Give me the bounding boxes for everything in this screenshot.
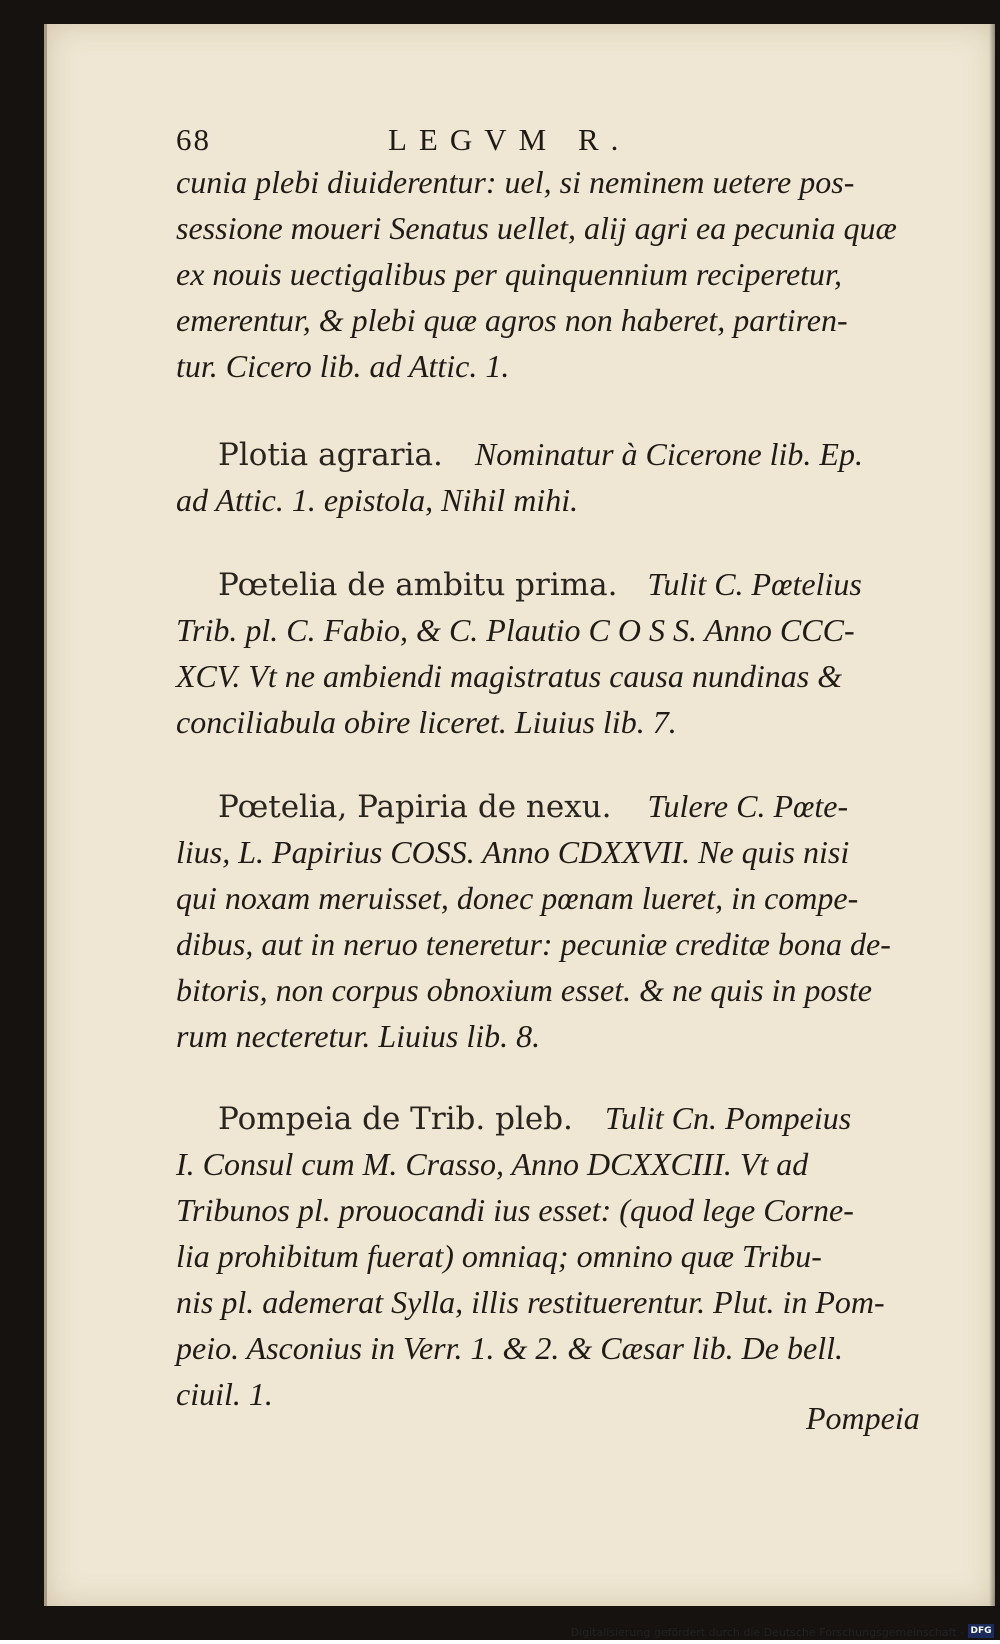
text-line: I. Consul cum M. Crasso, Anno DCXXCIII. Vt ad <box>176 1146 809 1182</box>
law-name: Pompeia de Trib. pleb. <box>218 1101 573 1137</box>
text-line: emerentur, & plebi quæ agros non haberet, partiren- <box>176 302 848 338</box>
law-entry-heading <box>218 432 978 477</box>
text-line: bitoris, non corpus obnoxium esset. & ne quis in poste <box>176 972 872 1008</box>
text-line: Tribunos pl. prouocandi ius esset: (quod lege Corne- <box>176 1192 854 1228</box>
text-line: Trib. pl. C. Fabio, & C. Plautio C O S S. Anno CCC- <box>176 612 855 648</box>
dfg-logo: DFG <box>968 1624 994 1638</box>
law-description: Nominatur à Cicerone lib. Ep. <box>474 436 863 472</box>
text-line: cunia plebi diuiderentur: uel, si neminem uetere pos- <box>176 164 855 200</box>
text-line: rum necteretur. Liuius lib. 8. <box>176 1018 541 1054</box>
law-description: Tulit C. Pœtelius <box>647 566 862 602</box>
text-line: peio. Asconius in Verr. 1. & 2. & Cæsar lib. De bell. <box>176 1330 843 1366</box>
running-title: LEGVM R. <box>388 122 631 157</box>
law-name: Pœtelia, Papiria de nexu. <box>218 789 612 825</box>
text-line: ciuil. 1. <box>176 1376 273 1412</box>
law-name: Pœtelia de ambitu prima. <box>218 567 618 603</box>
text-line: sessione moueri Senatus uellet, alij agri ea pecunia quæ <box>176 210 897 246</box>
text-line: ex nouis uectigalibus per quinquennium reciperetur, <box>176 256 842 292</box>
text-line: tur. Cicero lib. ad Attic. 1. <box>176 348 510 384</box>
text-line: nis pl. ademerat Sylla, illis restituerentur. Plut. in Pom- <box>176 1284 885 1320</box>
digitization-credit: Digitalisierung gefördert durch die Deutsche Forschungsgemeinschaft - <box>570 1626 964 1639</box>
law-entry-heading <box>218 1096 978 1141</box>
text-line: lia prohibitum fuerat) omniaq; omnino quæ Tribu- <box>176 1238 822 1274</box>
text-line: XCV. Vt ne ambiendi magistratus causa nundinas & <box>176 658 843 694</box>
law-name: Plotia agraria. <box>218 437 443 473</box>
text-line: dibus, aut in neruo teneretur: pecuniæ creditæ bona de- <box>176 926 891 962</box>
law-entry-heading <box>218 784 978 829</box>
law-entry-heading <box>218 562 978 607</box>
catchword: Pompeia <box>806 1400 920 1436</box>
text-line: ad Attic. 1. epistola, Nihil mihi. <box>176 482 579 518</box>
law-description: Tulit Cn. Pompeius <box>604 1100 852 1136</box>
text-line: lius, L. Papirius COSS. Anno CDXXVII. Ne quis nisi <box>176 834 850 870</box>
text-line: conciliabula obire liceret. Liuius lib. 7. <box>176 704 677 740</box>
text-line: qui noxam meruisset, donec pœnam lueret, in compe- <box>176 880 859 916</box>
law-description: Tulere C. Pœte- <box>647 788 849 824</box>
page-number: 68 <box>176 122 211 157</box>
